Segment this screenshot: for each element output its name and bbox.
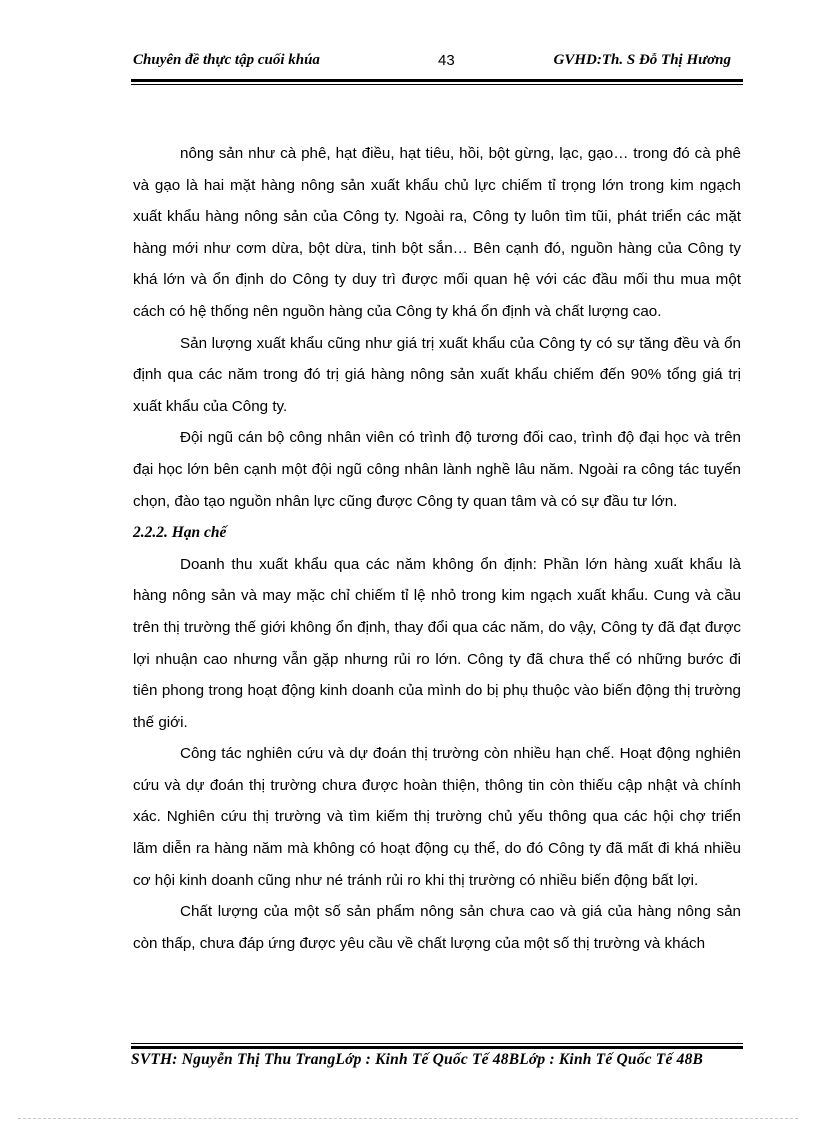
header-rule-thick bbox=[131, 79, 743, 82]
paragraph-revenue-instability: Doanh thu xuất khẩu qua các năm không ổn định: Phần lớn hàng xuất khẩu là hàng nông sản và may mặc chỉ chiếm tỉ lệ nhỏ trong kim ngạch xuất khẩu. Cung và cầu trên thị trường thế giới không ổn định, thay đổi qua các năm, do vậy, Công ty đã đạt được lợi nhuận cao nhưng vẫn gặp nhưng rủi ro lớn. Công ty đã chưa thể có những bước đi tiên phong trong hoạt động kinh doanh của mình do bị phụ thuộc vào biến động thị trường thế giới. bbox=[133, 555, 741, 731]
header-report-title: Chuyên đề thực tập cuối khúa bbox=[133, 52, 320, 68]
paragraph-strengths-products: nông sản như cà phê, hạt điều, hạt tiêu, hồi, bột gừng, lạc, gạo… trong đó cà phê và gạo là hai mặt hàng nông sản xuất khẩu chủ lực chiếm tỉ trọng lớn trong kim ngạch xuất khẩu hàng nông sản của Công ty. Ngoài ra, Công ty luôn tìm tũi, phát triển các mặt hàng mới như cơm dừa, bột dừa, tinh bột sắn… Bên cạnh đó, nguồn hàng của Công ty khá lớn và ổn định do Công ty duy trì được mối quan hệ với các đầu mối thu mua một cách có hệ thống nên nguồn hàng của Công ty khá ổn định và chất lượng cao. bbox=[133, 145, 741, 320]
paragraph-market-research: Công tác nghiên cứu và dự đoán thị trường còn nhiều hạn chế. Hoạt động nghiên cứu và dự đoán thị trường chưa được hoàn thiện, thông tin còn thiếu cập nhật và chính xác. Nghiên cứu thị trường và tìm kiếm thị trường chủ yếu thông qua các hội chợ triển lãm diễn ra hàng năm mà không có hoạt động cụ thể, do đó Công ty đã mất đi khá nhiều cơ hội kinh doanh cũng như né tránh rủi ro khi thị trường có nhiều biến động bất lợi. bbox=[133, 745, 741, 889]
header-supervisor: GVHD:Th. S Đỗ Thị Hương bbox=[553, 52, 731, 68]
page-number: 43 bbox=[438, 52, 455, 69]
section-heading-limitations: 2.2.2. Hạn chế bbox=[133, 524, 227, 542]
document-body bbox=[133, 138, 741, 959]
paragraph-export-growth: Sản lượng xuất khẩu cũng như giá trị xuất khẩu của Công ty có sự tăng đều và ổn định qua các năm trong đó trị giá hàng nông sản xuất khẩu chiếm đến 90% tổng giá trị xuất khẩu của Công ty. bbox=[133, 334, 741, 415]
footer-rule-thick bbox=[131, 1046, 743, 1049]
paragraph-product-quality: Chất lượng của một số sản phẩm nông sản chưa cao và giá của hàng nông sản còn thấp, chưa đáp ứng được yêu cầu về chất lượng của một số thị trường và khách bbox=[133, 903, 741, 952]
paragraph-staff: Đội ngũ cán bộ công nhân viên có trình độ tương đối cao, trình độ đại học và trên đại học lớn bên cạnh một đội ngũ công nhân lành nghề lâu năm. Ngoài ra công tác tuyển chọn, đào tạo nguồn nhân lực cũng được Công ty quan tâm và có sự đầu tư lớn. bbox=[133, 429, 741, 510]
page-footer: SVTH: Nguyễn Thị Thu TrangLớp : Kinh Tế Quốc Tế 48BLớp : Kinh Tế Quốc Tế 48B bbox=[131, 1051, 704, 1068]
footer-rule-thin bbox=[131, 1043, 743, 1044]
page-header bbox=[131, 50, 743, 76]
header-rule-thin bbox=[131, 84, 743, 85]
page-bottom-edge bbox=[18, 1118, 798, 1119]
